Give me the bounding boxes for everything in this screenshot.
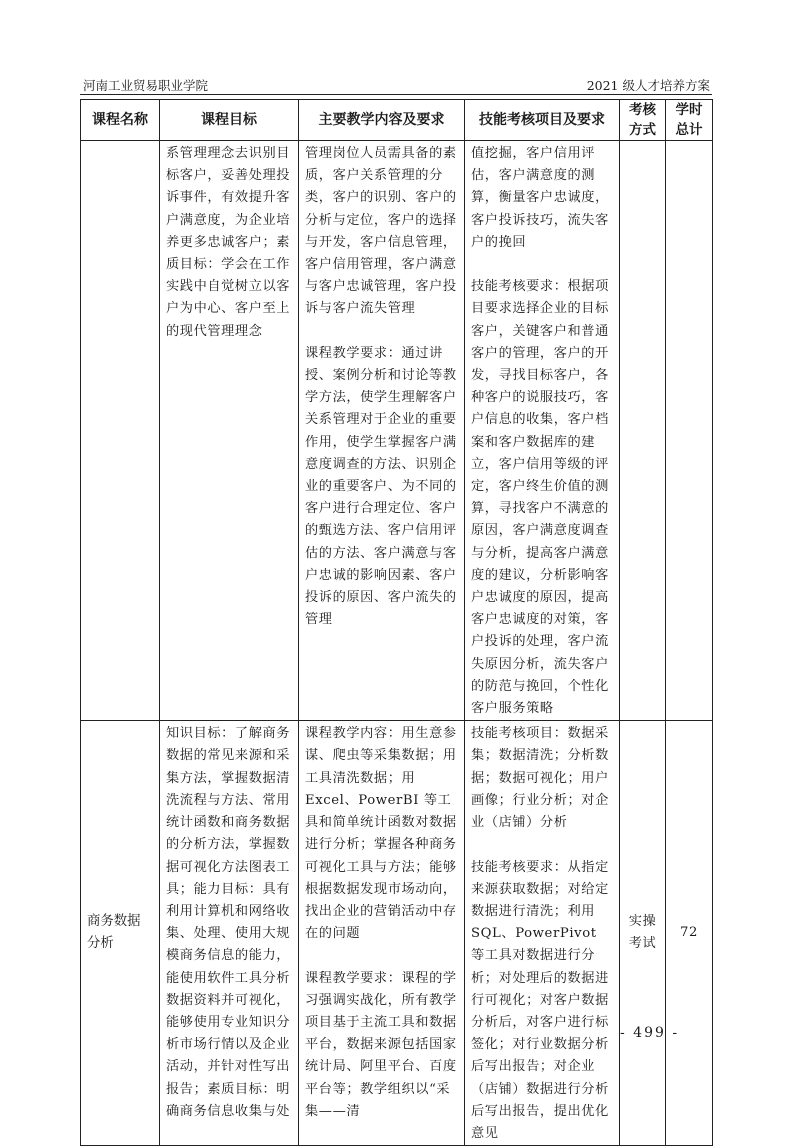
course-name-cell: 商务数据分析: [81, 721, 160, 1146]
total-hours-cell: [666, 721, 713, 1146]
column-header-exam-method: [620, 100, 666, 141]
content-text: 课程教学内容：用生意参谋、爬虫等采集数据；用工具清洗数据；用Excel、PowerBI 等工具和简单统计函数对数据进行分析；掌握各种商务可视化工具与方法；能够根据数据发现市场动向，找出企业的营销活动中存在的问题 课程教学要求：课程的学习强调实战化，所有教学项目基于主流工具和数据平台，数据来源包括国家统计局、阿里平台、百度平台等；教学组织以“采集——清: [305, 726, 457, 1119]
exam-header-line2: 方式: [629, 122, 656, 138]
column-header-course-name: 课程名称: [81, 100, 160, 141]
column-header-skills: 技能考核项目及要求: [465, 100, 620, 141]
table-row: [81, 141, 713, 721]
column-header-content: 主要教学内容及要求: [299, 100, 465, 141]
course-goal-text: 知识目标：了解商务数据的常见来源和采集方法，掌握数据清洗流程与方法、常用统计函数和商务数据的分析方法，掌握数据可视化方法图表工具；能力目标：具有利用计算机和网络收集、处理、使用大规模商务信息的能力，能使用软件工具分析数据资料并可视化，能够使用专业知识分析市场行情以及企业活动，并针对性写出报告；素质目标：明确商务信息收集与处: [166, 726, 291, 1119]
exam-method-text: 实操考试: [628, 914, 657, 952]
course-name-cell: [81, 141, 160, 721]
header-document-title: 2021 级人才培养方案: [586, 78, 710, 93]
header-institution: 河南工业贸易职业学院: [83, 78, 209, 93]
skills-cell: [465, 141, 620, 721]
skills-text: 技能考核项目：数据采集；数据清洗；分析数据；数据可视化；用户画像；行业分析；对企业（店铺）分析 技能考核要求：从指定来源获取数据；对给定数据进行清洗；利用SQL、PowerPivot 等工具对数据进行分析；对处理后的数据进行可视化；对客户数据分析后，对客户进行标签化；对行业数据分析后写出报告；对企业（店铺）数据进行分析后写出报告，提出优化意见: [471, 726, 609, 1141]
exam-method-cell: [620, 721, 666, 1146]
course-goal-cell: [160, 141, 299, 721]
content-cell: [299, 141, 465, 721]
content-cell: [299, 721, 465, 1146]
column-header-course-goal: 课程目标: [160, 100, 299, 141]
total-hours-cell: [666, 141, 713, 721]
header-rule: [80, 94, 712, 95]
hours-header-line1: 学时: [675, 102, 703, 118]
page-number: - 499 -: [620, 1025, 680, 1041]
skills-text: 值挖掘，客户信用评估，客户满意度的测算，衡量客户忠诚度，客户投诉技巧，流失客户的挽回 技能考核要求：根据项目要求选择企业的目标客户，关键客户和普通客户的管理，客户的开发，寻找目标客户，各种客户的说服技巧，客户信息的收集，客户档案和客户数据库的建立，客户信用等级的评定，客户终生价值的测算，寻找客户不满意的原因，客户满意度调查与分析，提高客户满意度的建议，分析影响客户忠诚度的原因，提高客户忠诚度的对策，客户投诉的处理，客户流失原因分析，流失客户的防范与挽回，个性化客户服务策略: [471, 146, 609, 717]
course-goal-text: 系管理理念去识别目标客户，妥善处理投诉事件，有效提升客户满意度，为企业培养更多忠诚客户；素质目标：学会在工作实践中自觉树立以客户为中心、客户至上的现代管理理念: [166, 146, 291, 339]
hours-header-line2: 总计: [675, 122, 703, 138]
table-header-row: [81, 100, 713, 141]
table-row: [81, 721, 713, 1146]
column-header-total-hours: [666, 100, 713, 141]
content-text: 管理岗位人员需具备的素质，客户关系管理的分类，客户的识别、客户的分析与定位，客户的选择与开发，客户信息管理，客户信用管理，客户满意与客户忠诚管理，客户投诉与客户流失管理 课程教学要求：通过讲授、案例分析和讨论等教学方法，使学生理解客户关系管理对于企业的重要作用，使学生掌握客户满意度调查的方法、识别企业的重要客户、为不同的客户进行合理定位、客户的甄选方法、客户信用评估的方法、客户满意与客户忠诚的影响因素、客户投诉的原因、客户流失的管理: [305, 146, 457, 628]
exam-header-line1: 考核: [629, 102, 656, 118]
course-goal-cell: [160, 721, 299, 1146]
exam-method-cell: [620, 141, 666, 721]
curriculum-table: [80, 99, 713, 1146]
total-hours-text: 72: [680, 925, 698, 941]
skills-cell: [465, 721, 620, 1146]
